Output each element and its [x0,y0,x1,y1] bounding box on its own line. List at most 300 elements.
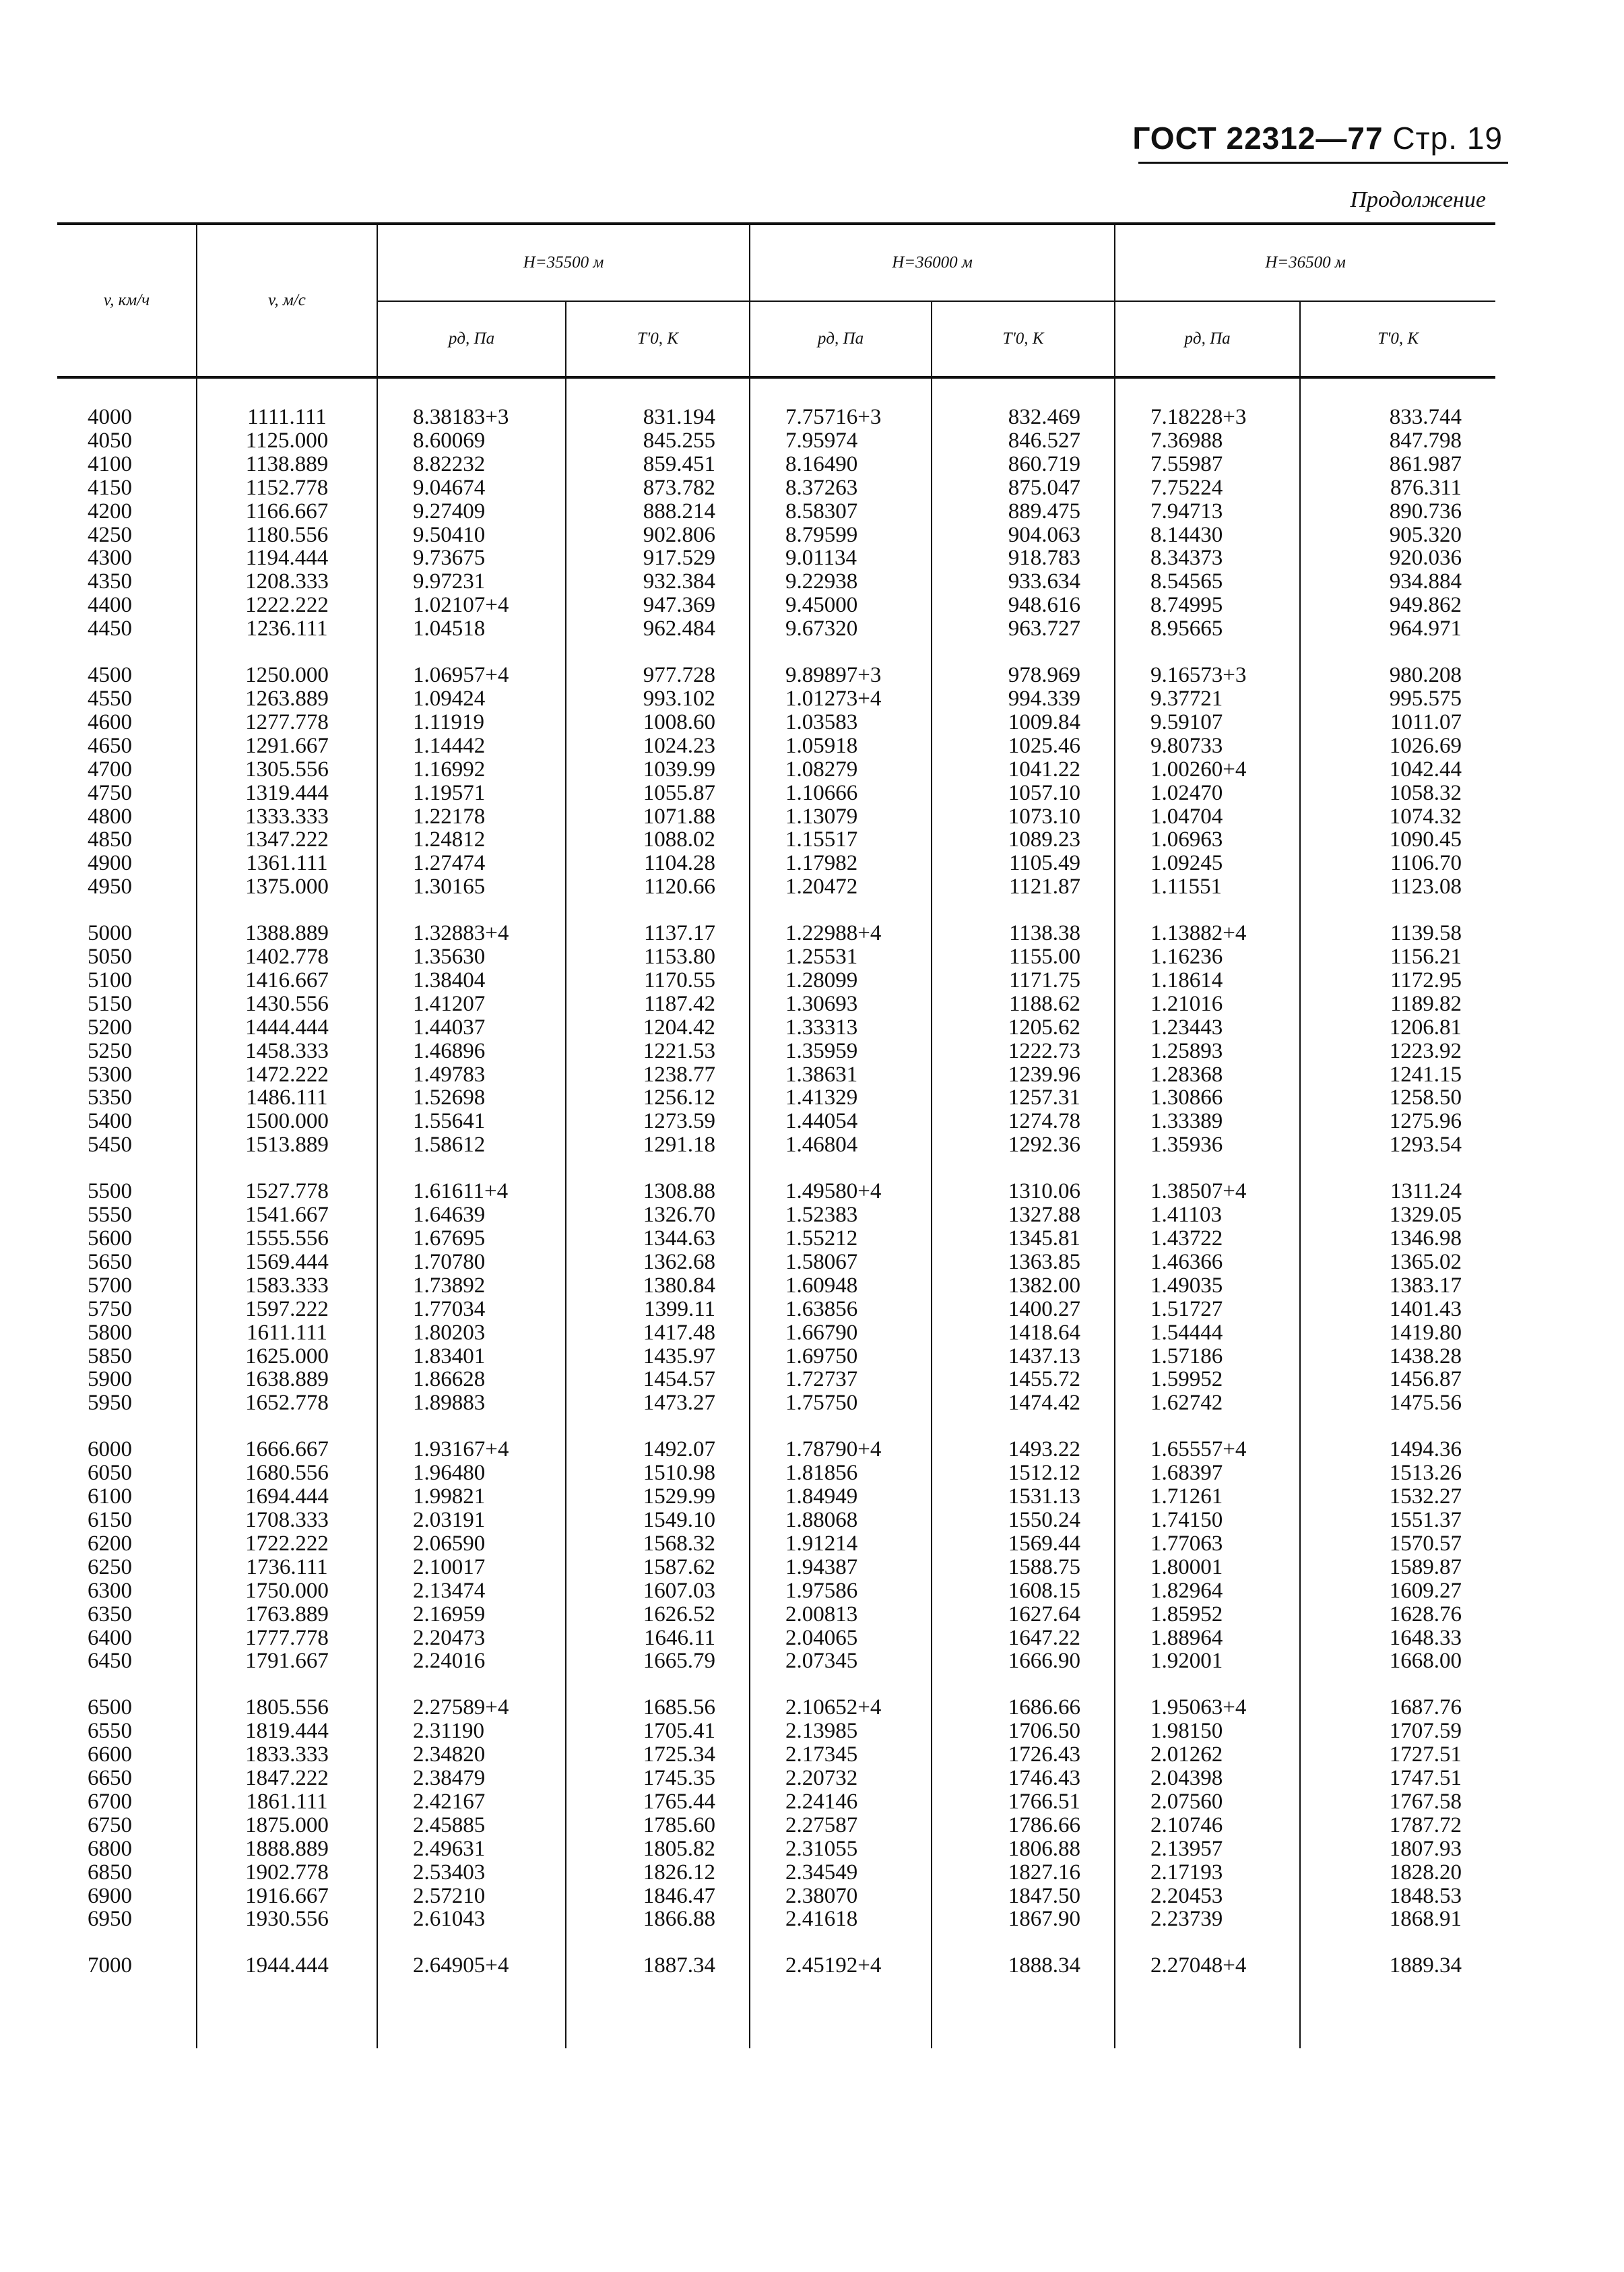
cell-t0-36500: 1026.69 [1300,734,1495,758]
cell-t0-35500: 932.384 [566,570,750,594]
cell-pd-36500: 7.94713 [1115,500,1300,524]
cell-t0-35500: 1725.34 [566,1743,750,1767]
cell-v-kmh: 5150 [88,991,132,1016]
cell-pd-35500: 1.04518 [377,617,566,641]
cell-t0-35500: 1238.77 [566,1063,750,1087]
cell-pd-36500: 1.04704 [1115,805,1300,829]
cell-pd-35500: 2.49631 [377,1837,566,1861]
table-row [57,546,1495,570]
cell-t0-35500: 1170.55 [566,969,750,992]
spacer-cell [197,641,377,664]
cell-pd-36500: 1.68397 [1115,1461,1300,1485]
cell-t0-36000: 1746.43 [932,1767,1115,1790]
cell-pd-36500: 9.59107 [1115,711,1300,734]
cell-pd-35500: 1.38404 [377,969,566,992]
cell-pd-36500: 1.59952 [1115,1368,1300,1391]
table-row [57,1180,1495,1203]
cell-v-kmh: 5400 [88,1109,132,1134]
cell-t0-35500: 845.255 [566,429,750,453]
cell-v-kmh: 4150 [88,475,132,500]
spacer-cell [197,1931,377,1954]
cell-t0-36500: 1258.50 [1300,1086,1495,1110]
spacer-cell [1115,899,1300,922]
cell-pd-36500: 1.35936 [1115,1133,1300,1157]
cell-t0-36500: 1139.58 [1300,922,1495,945]
cell-v-ms: 1305.556 [197,758,377,782]
cell-pd-36000: 1.91214 [750,1532,932,1556]
cell-pd-36000: 1.38631 [750,1063,932,1087]
cell-pd-36500: 1.11551 [1115,875,1300,899]
cell-pd-35500: 2.10017 [377,1556,566,1579]
cell-pd-36000: 8.58307 [750,500,932,524]
cell-pd-35500: 1.24812 [377,828,566,852]
cell-t0-36500: 1787.72 [1300,1814,1495,1837]
cell-v-ms: 1902.778 [197,1861,377,1885]
cell-t0-36500: 1011.07 [1300,711,1495,734]
cell-v-kmh: 4850 [88,827,132,852]
cell-pd-36500: 2.17193 [1115,1861,1300,1885]
cell-pd-36000: 1.20472 [750,875,932,899]
cell-t0-36500: 1707.59 [1300,1719,1495,1743]
cell-pd-36500: 9.80733 [1115,734,1300,758]
table-row [57,617,1495,641]
cell-v-ms: 1583.333 [197,1274,377,1298]
table-row [57,1885,1495,1908]
cell-t0-36000: 1531.13 [932,1485,1115,1509]
cell-pd-36500: 8.54565 [1115,570,1300,594]
cell-pd-35500: 2.27589+4 [377,1696,566,1719]
table-row [57,1696,1495,1719]
cell-pd-35500: 1.19571 [377,782,566,805]
cell-v-kmh: 4750 [88,780,132,805]
cell-v-kmh: 4050 [88,428,132,453]
cell-v-ms: 1125.000 [197,429,377,453]
table-row [57,922,1495,945]
table-row [57,711,1495,734]
cell-v-kmh: 5800 [88,1320,132,1345]
cell-pd-36000: 1.03583 [750,711,932,734]
continuation-label: Продолжение [1350,187,1486,212]
cell-t0-36500: 1275.96 [1300,1110,1495,1133]
cell-t0-36500: 1570.57 [1300,1532,1495,1556]
cell-t0-36500: 1889.34 [1300,1954,1495,1978]
cell-pd-36000: 9.89897+3 [750,664,932,687]
table-row [57,828,1495,852]
cell-pd-36500: 2.04398 [1115,1767,1300,1790]
table-row [57,805,1495,829]
cell-pd-36000: 1.30693 [750,992,932,1016]
cell-t0-36500: 833.744 [1300,406,1495,429]
cell-t0-36500: 1172.95 [1300,969,1495,992]
spacer-cell [932,1978,1115,2048]
spacer-cell [750,899,932,922]
cell-pd-35500: 2.38479 [377,1767,566,1790]
cell-v-ms: 1208.333 [197,570,377,594]
cell-t0-36500: 1223.92 [1300,1040,1495,1063]
cell-pd-36000: 1.10666 [750,782,932,805]
cell-t0-36000: 1105.49 [932,852,1115,875]
cell-v-ms: 1111.111 [197,406,377,429]
cell-t0-36500: 1456.87 [1300,1368,1495,1391]
cell-t0-36000: 1766.51 [932,1790,1115,1814]
cell-v-ms: 1888.889 [197,1837,377,1861]
cell-pd-36000: 2.41618 [750,1907,932,1931]
cell-pd-36500: 1.71261 [1115,1485,1300,1509]
cell-t0-36500: 1807.93 [1300,1837,1495,1861]
cell-t0-35500: 1805.82 [566,1837,750,1861]
cell-t0-36000: 1257.31 [932,1086,1115,1110]
spacer-cell [377,377,566,406]
table-row [57,1251,1495,1274]
cell-v-ms: 1805.556 [197,1696,377,1719]
cell-v-kmh: 6250 [88,1554,132,1579]
cell-v-kmh: 5300 [88,1062,132,1087]
cell-t0-36500: 1868.91 [1300,1907,1495,1931]
header-rule [1138,162,1508,164]
cell-t0-35500: 1120.66 [566,875,750,899]
cell-pd-36000: 1.78790+4 [750,1438,932,1461]
cell-pd-35500: 1.22178 [377,805,566,829]
cell-t0-36000: 1437.13 [932,1345,1115,1368]
cell-v-ms: 1458.333 [197,1040,377,1063]
cell-t0-35500: 1256.12 [566,1086,750,1110]
cell-pd-36500: 2.10746 [1115,1814,1300,1837]
spacer-cell [197,1415,377,1438]
table-row [57,1086,1495,1110]
cell-t0-36000: 846.527 [932,429,1115,453]
cell-t0-36000: 1121.87 [932,875,1115,899]
cell-v-kmh: 5350 [88,1085,132,1110]
cell-pd-36000: 7.95974 [750,429,932,453]
spacer-cell [932,1415,1115,1438]
spacer-cell [197,899,377,922]
cell-t0-36000: 1474.42 [932,1391,1115,1415]
cell-v-ms: 1291.667 [197,734,377,758]
cell-t0-36500: 890.736 [1300,500,1495,524]
cell-v-kmh: 4400 [88,593,132,618]
spacer-cell [57,377,197,406]
cell-pd-35500: 8.60069 [377,429,566,453]
cell-t0-36500: 1206.81 [1300,1016,1495,1040]
spacer-cell [566,1931,750,1954]
cell-pd-36000: 9.22938 [750,570,932,594]
cell-pd-36000: 1.84949 [750,1485,932,1509]
cell-pd-35500: 2.64905+4 [377,1954,566,1978]
cell-t0-36000: 933.634 [932,570,1115,594]
cell-t0-36000: 1686.66 [932,1696,1115,1719]
cell-t0-35500: 1055.87 [566,782,750,805]
spacer-cell [57,899,197,922]
cell-t0-35500: 888.214 [566,500,750,524]
cell-pd-36500: 8.95665 [1115,617,1300,641]
cell-t0-35500: 1785.60 [566,1814,750,1837]
cell-pd-35500: 2.45885 [377,1814,566,1837]
spacer-cell [377,641,566,664]
cell-pd-36500: 1.82964 [1115,1579,1300,1603]
column-header-v-kmh-text: v, км/ч [103,291,150,309]
cell-pd-36000: 2.17345 [750,1743,932,1767]
cell-t0-36000: 889.475 [932,500,1115,524]
cell-t0-36000: 1512.12 [932,1461,1115,1485]
cell-pd-36500: 1.02470 [1115,782,1300,805]
cell-v-ms: 1513.889 [197,1133,377,1157]
cell-t0-36000: 1041.22 [932,758,1115,782]
spacer-cell [566,1415,750,1438]
cell-pd-36500: 7.18228+3 [1115,406,1300,429]
cell-t0-36000: 918.783 [932,546,1115,570]
spacer-cell [377,1157,566,1180]
cell-v-ms: 1847.222 [197,1767,377,1790]
table-row [57,758,1495,782]
spacer-cell [566,377,750,406]
cell-t0-35500: 1587.62 [566,1556,750,1579]
cell-v-ms: 1791.667 [197,1649,377,1673]
cell-t0-36000: 1345.81 [932,1227,1115,1251]
spacer-cell [57,1978,197,2048]
block-spacer [57,377,1495,406]
cell-t0-35500: 859.451 [566,453,750,476]
table-row [57,852,1495,875]
spacer-cell [566,1157,750,1180]
cell-t0-35500: 1088.02 [566,828,750,852]
cell-pd-36500: 1.33389 [1115,1110,1300,1133]
cell-t0-35500: 1344.63 [566,1227,750,1251]
cell-pd-36500: 1.65557+4 [1115,1438,1300,1461]
cell-pd-36000: 1.44054 [750,1110,932,1133]
cell-pd-35500: 1.86628 [377,1368,566,1391]
spacer-cell [932,641,1115,664]
cell-pd-36000: 2.10652+4 [750,1696,932,1719]
cell-t0-36500: 1123.08 [1300,875,1495,899]
column-header-v-ms [197,224,377,377]
cell-v-ms: 1138.889 [197,453,377,476]
cell-v-ms: 1194.444 [197,546,377,570]
cell-pd-35500: 1.06957+4 [377,664,566,687]
block-spacer [57,899,1495,922]
cell-pd-35500: 1.09424 [377,687,566,711]
cell-t0-35500: 1887.34 [566,1954,750,1978]
table-row [57,875,1495,899]
cell-t0-35500: 1745.35 [566,1767,750,1790]
column-header-v-ms-text: v, м/с [268,291,306,309]
group-header-h35500 [377,224,750,301]
table-row [57,1532,1495,1556]
cell-pd-35500: 2.34820 [377,1743,566,1767]
cell-v-ms: 1527.778 [197,1180,377,1203]
cell-t0-36500: 1241.15 [1300,1063,1495,1087]
table-row [57,1345,1495,1368]
cell-pd-36000: 2.00813 [750,1603,932,1627]
column-header-text: T'0, K [1377,329,1419,348]
cell-v-ms: 1652.778 [197,1391,377,1415]
cell-pd-36500: 1.77063 [1115,1532,1300,1556]
cell-pd-36000: 2.34549 [750,1861,932,1885]
cell-t0-35500: 1308.88 [566,1180,750,1203]
cell-t0-36500: 1648.33 [1300,1627,1495,1650]
cell-t0-35500: 1626.52 [566,1603,750,1627]
cell-pd-36500: 8.34373 [1115,546,1300,570]
cell-v-ms: 1708.333 [197,1509,377,1532]
spacer-cell [1300,1978,1495,2048]
cell-t0-36000: 963.727 [932,617,1115,641]
cell-v-kmh: 4650 [88,733,132,758]
cell-v-kmh: 4350 [88,569,132,594]
spacer-cell [1300,1157,1495,1180]
page-number: Стр. 19 [1392,121,1503,156]
column-header-pd-35500 [377,301,566,377]
cell-pd-35500: 1.58612 [377,1133,566,1157]
table-row [57,524,1495,547]
cell-pd-36500: 2.20453 [1115,1885,1300,1908]
table-row [57,945,1495,969]
cell-t0-35500: 1454.57 [566,1368,750,1391]
cell-t0-36500: 1494.36 [1300,1438,1495,1461]
cell-pd-36000: 1.28099 [750,969,932,992]
cell-pd-35500: 2.61043 [377,1907,566,1931]
cell-t0-35500: 1665.79 [566,1649,750,1673]
table-row [57,1040,1495,1063]
cell-v-ms: 1347.222 [197,828,377,852]
table-row [57,1438,1495,1461]
cell-t0-36500: 1042.44 [1300,758,1495,782]
cell-pd-36000: 1.63856 [750,1298,932,1321]
cell-v-ms: 1597.222 [197,1298,377,1321]
table-row [57,476,1495,500]
cell-t0-36000: 1310.06 [932,1180,1115,1203]
cell-pd-36500: 1.38507+4 [1115,1180,1300,1203]
cell-t0-35500: 1137.17 [566,922,750,945]
table-body [57,377,1495,2048]
cell-t0-35500: 917.529 [566,546,750,570]
table-row [57,406,1495,429]
cell-pd-35500: 1.14442 [377,734,566,758]
cell-v-ms: 1722.222 [197,1532,377,1556]
cell-v-kmh: 5450 [88,1133,132,1158]
spacer-cell [566,899,750,922]
cell-t0-36500: 1156.21 [1300,945,1495,969]
table-row [57,664,1495,687]
cell-t0-36500: 1668.00 [1300,1649,1495,1673]
cell-pd-36000: 1.97586 [750,1579,932,1603]
spacer-cell [1115,1978,1300,2048]
table-row [57,1203,1495,1227]
cell-v-kmh: 5950 [88,1391,132,1416]
cell-pd-35500: 1.30165 [377,875,566,899]
cell-t0-36500: 1293.54 [1300,1133,1495,1157]
cell-t0-36500: 1074.32 [1300,805,1495,829]
cell-pd-36000: 2.04065 [750,1627,932,1650]
cell-pd-36500: 2.13957 [1115,1837,1300,1861]
cell-t0-36000: 1382.00 [932,1274,1115,1298]
cell-v-kmh: 5700 [88,1273,132,1298]
table-row [57,1227,1495,1251]
cell-v-kmh: 4250 [88,522,132,547]
cell-v-ms: 1875.000 [197,1814,377,1837]
table-row [57,1556,1495,1579]
cell-t0-35500: 1549.10 [566,1509,750,1532]
spacer-cell [750,1415,932,1438]
cell-t0-36000: 1155.00 [932,945,1115,969]
cell-v-kmh: 4550 [88,686,132,711]
cell-pd-35500: 2.57210 [377,1885,566,1908]
spacer-cell [1300,377,1495,406]
cell-pd-36500: 1.74150 [1115,1509,1300,1532]
cell-t0-36000: 1274.78 [932,1110,1115,1133]
table-row [57,1110,1495,1133]
cell-v-kmh: 6600 [88,1742,132,1767]
cell-v-ms: 1500.000 [197,1110,377,1133]
cell-pd-36000: 2.13985 [750,1719,932,1743]
cell-t0-35500: 1510.98 [566,1461,750,1485]
cell-t0-35500: 1492.07 [566,1438,750,1461]
cell-t0-36000: 1171.75 [932,969,1115,992]
cell-t0-35500: 902.806 [566,524,750,547]
cell-t0-36500: 1767.58 [1300,1790,1495,1814]
cell-t0-35500: 831.194 [566,406,750,429]
cell-v-kmh: 6450 [88,1649,132,1674]
cell-pd-35500: 1.27474 [377,852,566,875]
cell-pd-36000: 1.22988+4 [750,922,932,945]
spacer-cell [932,377,1115,406]
cell-t0-35500: 1399.11 [566,1298,750,1321]
cell-v-kmh: 6500 [88,1695,132,1720]
cell-t0-36500: 1329.05 [1300,1203,1495,1227]
cell-v-kmh: 4300 [88,546,132,571]
cell-pd-35500: 9.50410 [377,524,566,547]
cell-v-kmh: 4700 [88,757,132,782]
cell-pd-36000: 2.31055 [750,1837,932,1861]
cell-t0-36000: 1706.50 [932,1719,1115,1743]
column-header-pd-36500 [1115,301,1300,377]
cell-v-ms: 1750.000 [197,1579,377,1603]
spacer-cell [197,1157,377,1180]
cell-pd-36500: 7.75224 [1115,476,1300,500]
cell-v-ms: 1388.889 [197,922,377,945]
cell-t0-36500: 1609.27 [1300,1579,1495,1603]
cell-v-ms: 1222.222 [197,594,377,617]
cell-pd-36500: 1.06963 [1115,828,1300,852]
block-spacer [57,1673,1495,1696]
cell-pd-36500: 1.49035 [1115,1274,1300,1298]
cell-t0-36000: 1009.84 [932,711,1115,734]
cell-v-kmh: 5650 [88,1249,132,1274]
column-header-v-kmh [57,224,197,377]
table-row [57,1743,1495,1767]
spacer-cell [57,1931,197,1954]
cell-pd-36500: 8.74995 [1115,594,1300,617]
cell-pd-36000: 8.16490 [750,453,932,476]
cell-t0-35500: 1473.27 [566,1391,750,1415]
block-spacer [57,1415,1495,1438]
table-row [57,1133,1495,1157]
cell-t0-36000: 1726.43 [932,1743,1115,1767]
cell-t0-35500: 1866.88 [566,1907,750,1931]
cell-pd-36000: 1.25531 [750,945,932,969]
cell-t0-36000: 860.719 [932,453,1115,476]
cell-t0-36000: 1138.38 [932,922,1115,945]
cell-v-ms: 1263.889 [197,687,377,711]
cell-t0-36000: 1073.10 [932,805,1115,829]
cell-t0-35500: 1221.53 [566,1040,750,1063]
cell-pd-35500: 1.35630 [377,945,566,969]
cell-pd-36000: 1.08279 [750,758,932,782]
table-row [57,782,1495,805]
cell-v-kmh: 4500 [88,663,132,688]
spacer-cell [750,1157,932,1180]
table-row [57,1461,1495,1485]
cell-t0-35500: 1187.42 [566,992,750,1016]
cell-t0-36000: 1418.64 [932,1321,1115,1345]
